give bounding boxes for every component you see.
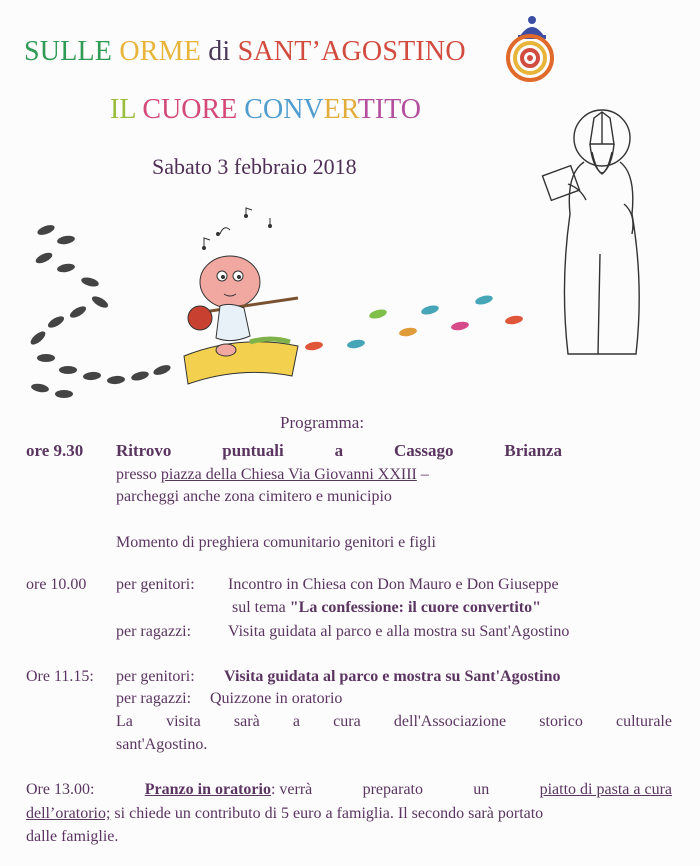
s1-title-w1: Ritrovo	[116, 441, 172, 460]
s4-line2	[26, 803, 543, 825]
title-word-2: ORME	[119, 36, 202, 67]
s2-parents-text: Incontro in Chiesa con Don Mauro e Don Giuseppe	[228, 576, 559, 593]
page-title	[24, 36, 466, 68]
s1-prayer: Momento di preghiera comunitario genitori e figli	[116, 534, 436, 551]
s1-title-w4: Cassago	[393, 441, 454, 460]
s2-theme-pre: sul tema	[232, 599, 290, 616]
s4-time: Ore 13.00:	[26, 781, 95, 798]
s3-note-w7: storico	[539, 713, 583, 730]
s1-location	[116, 464, 429, 486]
s3-note-w2: visita	[166, 713, 201, 730]
s1-parking: parcheggi anche zona cimitero e municipio	[116, 488, 392, 505]
s4-link1[interactable]: piatto di pasta a cura	[539, 781, 672, 798]
s4-w3: un	[473, 781, 490, 798]
s4-line1	[26, 779, 672, 801]
s4-bold: Pranzo in oratorio	[144, 781, 271, 798]
s2-label-parents: per genitori:	[116, 576, 195, 593]
s4-line2-rest: si chiede un contributo di 5 euro a famiglia. Il secondo sarà portato	[110, 805, 544, 822]
subtitle-part-1: IL	[110, 94, 143, 125]
s1-title	[116, 440, 562, 462]
parish-logo	[500, 14, 564, 88]
s1-time: ore 9.30	[26, 441, 84, 460]
event-date: Sabato 3 febbraio 2018	[152, 154, 357, 179]
s2-time: ore 10.00	[26, 576, 87, 593]
s3-label-kids: per ragazzi:	[116, 690, 192, 707]
s3-note-w4: a	[292, 713, 300, 730]
s4-w1: : verrà	[270, 781, 313, 798]
s2-theme	[232, 597, 541, 619]
subtitle-part-2: CUORE	[142, 94, 245, 125]
subtitle-part-4: ER	[323, 94, 358, 125]
subtitle	[110, 94, 421, 126]
s1-title-w2: puntuali	[222, 441, 284, 460]
s2-kids-text: Visita guidata al parco e alla mostra su Sant'Agostino	[228, 623, 570, 640]
s4-line3: dalle famiglie.	[26, 828, 119, 845]
s1-title-w5: Brianza	[504, 441, 562, 460]
title-word-1: SULLE	[24, 36, 113, 67]
saint-augustine-illustration	[540, 104, 650, 366]
s3-kids-text: Quizzone in oratorio	[210, 690, 343, 707]
s3-note-w8: culturale	[616, 713, 672, 730]
s3-time: Ore 11.15:	[26, 668, 94, 685]
s2-label-kids: per ragazzi:	[116, 623, 192, 640]
s3-note-w5: cura	[333, 713, 361, 730]
s3-note	[116, 711, 672, 733]
subtitle-part-5: TITO	[357, 94, 421, 125]
s3-label-parents: per genitori:	[116, 668, 195, 685]
program-heading: Programma:	[280, 413, 365, 432]
s1-location-pre: presso	[116, 466, 161, 483]
footprints-trail	[16, 216, 186, 402]
s1-location-link[interactable]: piazza della Chiesa Via Giovanni XXIII	[160, 466, 417, 483]
s1-location-post: –	[416, 466, 429, 483]
title-word-3: di	[208, 36, 231, 67]
s2-theme-bold: "La confessione: il cuore convertito"	[289, 599, 541, 616]
s3-note-line2: sant'Agostino.	[116, 736, 208, 753]
s4-w2: preparato	[362, 781, 423, 798]
colored-footprints	[300, 290, 540, 360]
s4-bold-wrap	[145, 779, 313, 801]
subtitle-part-3: CONV	[244, 94, 324, 125]
s1-title-w3: a	[334, 441, 344, 460]
s3-note-w6: dell'Associazione	[393, 713, 507, 730]
child-traveler-illustration	[180, 206, 304, 386]
title-word-4: SANT’AGOSTINO	[237, 36, 466, 67]
s4-link2[interactable]: dell’oratorio;	[26, 805, 111, 822]
s3-note-w3: sarà	[233, 713, 260, 730]
s3-note-w1: La	[116, 713, 133, 730]
s3-parents-text: Visita guidata al parco e mostra su Sant'Agostino	[224, 668, 561, 685]
